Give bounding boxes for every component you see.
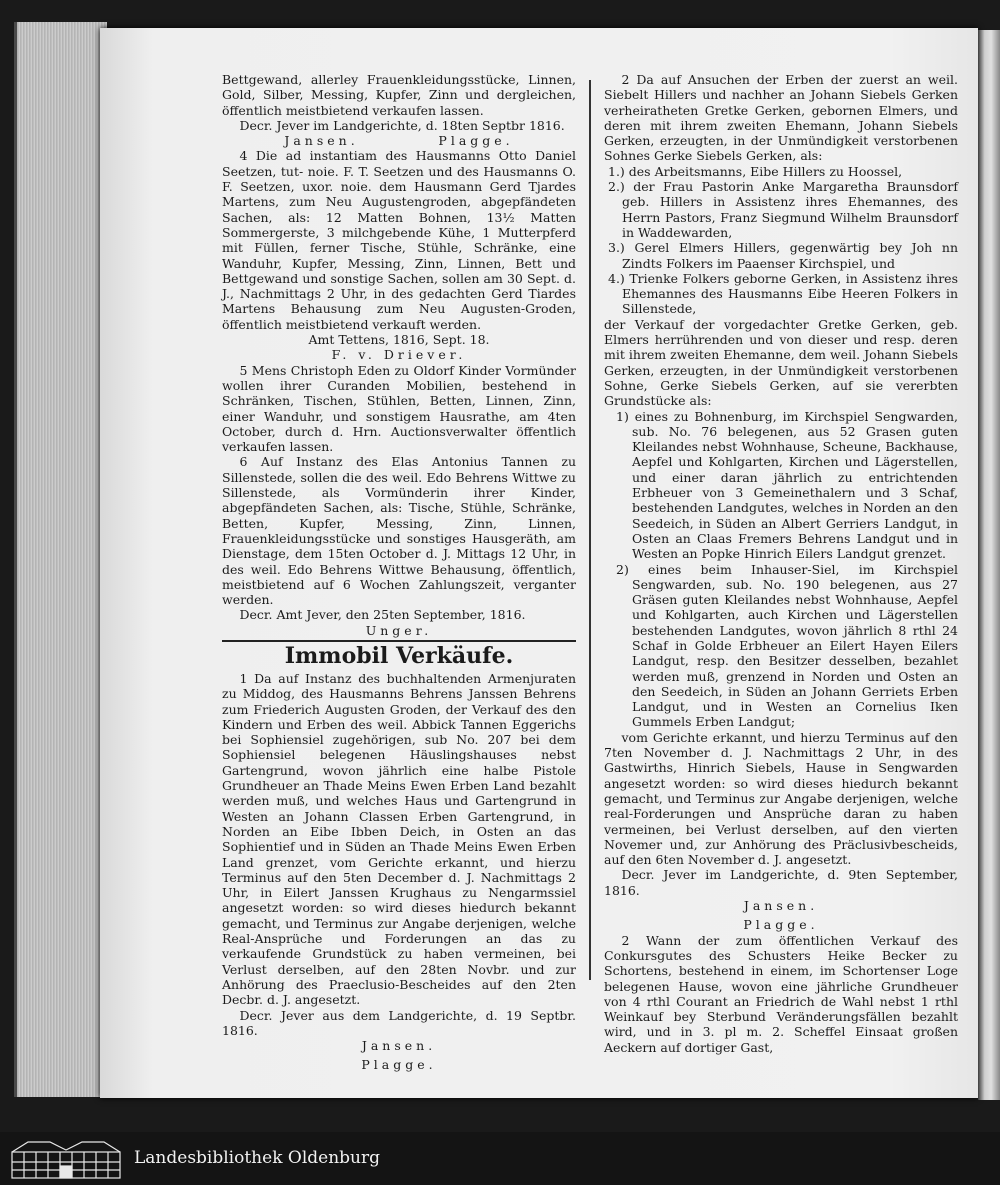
- library-building-icon: [10, 1140, 122, 1180]
- signature: Unger.: [365, 622, 433, 638]
- decree-line: Decr. Amt Jever, den 25ten September, 1816.: [239, 607, 526, 623]
- book-right-edge: [978, 30, 1000, 1100]
- list-item: 2) eines beim Inhauser-Siel, im Kirchspiel Sengwarden, sub. No. 190 belegenen, aus 27 Gräsen guten Kleilandes nebst Wohnhause, Aepfel und Kohlgarten, auch Kirchen und Lägerstellen bestehenden Landgutes, wovon jährlich 8 rthl 24 Schaf in Golde Erbheuer an Eilert Hayen Eilers Landgut, resp. den Besitzer desselben, bezahlet werden muß, grenzend in Norden und Osten an den Seedeich, in Süden an Johann Gerriets Erben Landgut, und in Westen an Cornelius Iken Gummels Erben Landgut;: [616, 561, 958, 730]
- decree-line: Decr. Jever aus dem Landgerichte, d. 19 Septbr. 1816.: [222, 1007, 576, 1038]
- list-item: 2.) der Frau Pastorin Anke Margaretha Braunsdorf geb. Hillers in Assistenz ihres Ehemannes, des Herrn Pastors, Franz Siegmund Wilhelm Braunsdorf in Waddewarden,: [608, 179, 958, 240]
- paragraph: 1 Da auf Instanz des buchhaltenden Armenjuraten zu Middog, des Hausmanns Behrens Janssen Behrens zum Friederich Augusten Groden, der Verkauf des den Kindern und Erben des weil. Abbick Tannen Eggerichs bei Sophiensiel zugehörigen, sub No. 207 bei dem Sophiensiel belegenen Häuslingshauses nebst Gartengrund, wovon jährlich eine halbe Pistole Grundheuer an Thade Meins Ewen Erben Land bezahlt werden muß, und welches Haus und Gartengrund in Westen an Johann Classen Erben Gartengrund, in Norden an Eibe Ibben Deich, in Osten an das Sophientief und in Süden an Thade Meins Ewen Erben Land grenzet, vom Gerichte erkannt, und hierzu Terminus auf den 5ten December d. J. Nachmittags 2 Uhr, in Eilert Janssen Krughaus zu Nengarmssiel angesetzt worden: so wird dieses hiedurch bekannt gemacht, und Terminus zur Angabe derjenigen, welche Real-Ansprüche und Forderungen an das zu verkaufende Grundstück zu haben vermeinen, bei Verlust derselben, auf den 28ten Novbr. und zur Anhörung des Praeclusio-Bescheides auf den 2ten Decbr. d. J. angesetzt.: [222, 670, 576, 1008]
- paragraph: 4 Die ad instantiam des Hausmanns Otto Daniel Seetzen, tut- noie. F. T. Seetzen und des Hausmanns O. F. Seetzen, uxor. noie. dem Hausmann Gerd Tjardes Martens, zum Neu Augustengroden, abgepfändeten Sachen, als: 12 Matten Bohnen, 13½ Matten Sommergerste, 3 milchgebende Kühe, 1 Mutterpferd mit Füllen, ferner Tische, Stühle, Schränke, eine Wanduhr, Kupfer, Messing, Zinn, Linnen, Bett und Bettgewand und sonstige Sachen, sollen am 30 Sept. d. J., Nachmittags 2 Uhr, in des gedachten Gerd Tiardes Martens Behausung zum Neu Augusten-Groden, öffentlich meistbietend verkauft werden.: [222, 148, 576, 332]
- list-item: 1) eines zu Bohnenburg, im Kirchspiel Sengwarden, sub. No. 76 belegenen, aus 52 Grasen guten Kleilandes nebst Wohnhause, Scheune, Backhause, Aepfel und Kohlgarten, Kirchen und Lägerstellen, und einer daran jährlich zu entrichtenden Erbheuer von 3 Gemeinethalern und 3 Schaf, bestehenden Landgutes, welches in Norden an den Seedeich, in Süden an Albert Gerriers Landgut, in Osten an Claas Fremers Behrens Landgut und in Westen an Popke Hinrich Eilers Landgut grenzet.: [616, 408, 958, 562]
- paragraph: 6 Auf Instanz des Elas Antonius Tannen zu Sillenstede, sollen die des weil. Edo Behrens Wittwe zu Sillenstede, als Vormünderin ihrer Kinder, abgepfändeten Sachen, als: Tische, Stühle, Schränke, Betten, Kupfer, Messing, Zinn, Linnen, Frauenkleidungsstücke und sonstiges Hausgeräth, am Dienstage, dem 15ten October d. J. Mittags 12 Uhr, in des weil. Edo Behrens Wittwe Behausung, öffentlich, meistbietend auf 6 Wochen Zahlungszeit, verganter werden.: [222, 454, 576, 608]
- list-item: 1.) des Arbeitsmanns, Eibe Hillers zu Hoossel,: [608, 163, 903, 179]
- signature: Plagge.: [361, 1057, 437, 1073]
- list-item: 3.) Gerel Elmers Hillers, gegenwärtig bey Joh nn Zindts Folkers im Paaenser Kirchspiel, und: [608, 240, 958, 271]
- decree-line: Decr. Jever im Landgerichte, d. 9ten September, 1816.: [604, 867, 958, 898]
- signature: Plagge.: [743, 917, 819, 933]
- signature: Jansen. Plagge.: [284, 133, 514, 149]
- list-item: 4.) Trienke Folkers geborne Gerken, in Assistenz ihres Ehemannes des Hausmanns Eibe Heeren Folkers in Sillenstede,: [608, 270, 958, 317]
- paragraph: Bettgewand, allerley Frauenkleidungsstücke, Linnen, Gold, Silber, Messing, Kupfer, Zinn und dergleichen, öffentlich meistbietend verkaufen lassen.: [222, 72, 576, 118]
- decree-line: Amt Tettens, 1816, Sept. 18.: [308, 332, 490, 348]
- paragraph: 5 Mens Christoph Eden zu Oldorf Kinder Vormünder wollen ihrer Curanden Mobilien, bestehend in Schränken, Tischen, Stühlen, Betten, Linnen, Zinn, einer Wanduhr, und sonstigem Hausrathe, am 4ten October, durch d. Hrn. Auctionsverwalter öffentlich verkaufen lassen.: [222, 362, 576, 455]
- signature: Jansen.: [361, 1038, 437, 1054]
- library-name: Landesbibliothek Oldenburg: [134, 1148, 381, 1168]
- section-heading: Immobil Verkäufe.: [284, 642, 514, 669]
- book-page-edges: [14, 22, 107, 1097]
- paragraph: 2 Wann der zum öffentlichen Verkauf des Conkursgutes des Schusters Heike Becker zu Schortens, bestehend in einem, im Schortenser Loge belegenen Hause, wovon eine jährliche Grundheuer von 4 rthl Courant an Friedrich de Wahl nebst 1 rthl Weinkauf bey Sterbund Veränderungsfällen bezahlt wird, und in 3. pl m. 2. Scheffel Einsaat großen Aeckern auf dortiger Gast,: [604, 932, 958, 1055]
- paragraph: der Verkauf der vorgedachter Gretke Gerken, geb. Elmers herrührenden und von dieser und resp. deren mit ihrem zweiten Ehemanne, dem weil. Johann Siebels Gerken, erzeugten, in der Unmündigkeit verstorbenen Sohne, Gerke Siebels Gerken, auf sie vererbten Grundstücke als:: [604, 316, 958, 409]
- right-column: [604, 72, 958, 1055]
- paragraph: vom Gerichte erkannt, und hierzu Terminus auf den 7ten November d. J. Nachmittags 2 Uhr, in des Gastwirths, Hinrich Siebels, Hause in Sengwarden angesetzt worden: so wird dieses hiedurch bekannt gemacht, und Terminus zur Angabe derjenigen, welche real-Forderungen und Ansprüche daran zu haben vermeinen, bei Verlust derselben, auf den vierten Novemer und, zur Anhörung des Präclusivbescheids, auf den 6ten November d. J. angesetzt.: [604, 729, 958, 868]
- signature: F. v. Driever.: [331, 347, 467, 363]
- footer-bar: [0, 1132, 1000, 1185]
- column-divider: [589, 80, 591, 980]
- left-column: [222, 72, 576, 1073]
- paragraph: 2 Da auf Ansuchen der Erben der zuerst an weil. Siebelt Hillers und nachher an Johann Siebels Gerken verheiratheten Gretke Gerken, gebornen Elmers, und deren mit ihrem zweiten Ehemann, Johann Siebels Gerken, erzeugten, in der Unmündigkeit verstorbenen Sohnes Gerke Siebels Gerken, als:: [604, 72, 958, 164]
- signature: Jansen.: [743, 898, 819, 914]
- section-rule: [222, 640, 576, 642]
- decree-line: Decr. Jever im Landgerichte, d. 18ten Septbr 1816.: [239, 117, 565, 133]
